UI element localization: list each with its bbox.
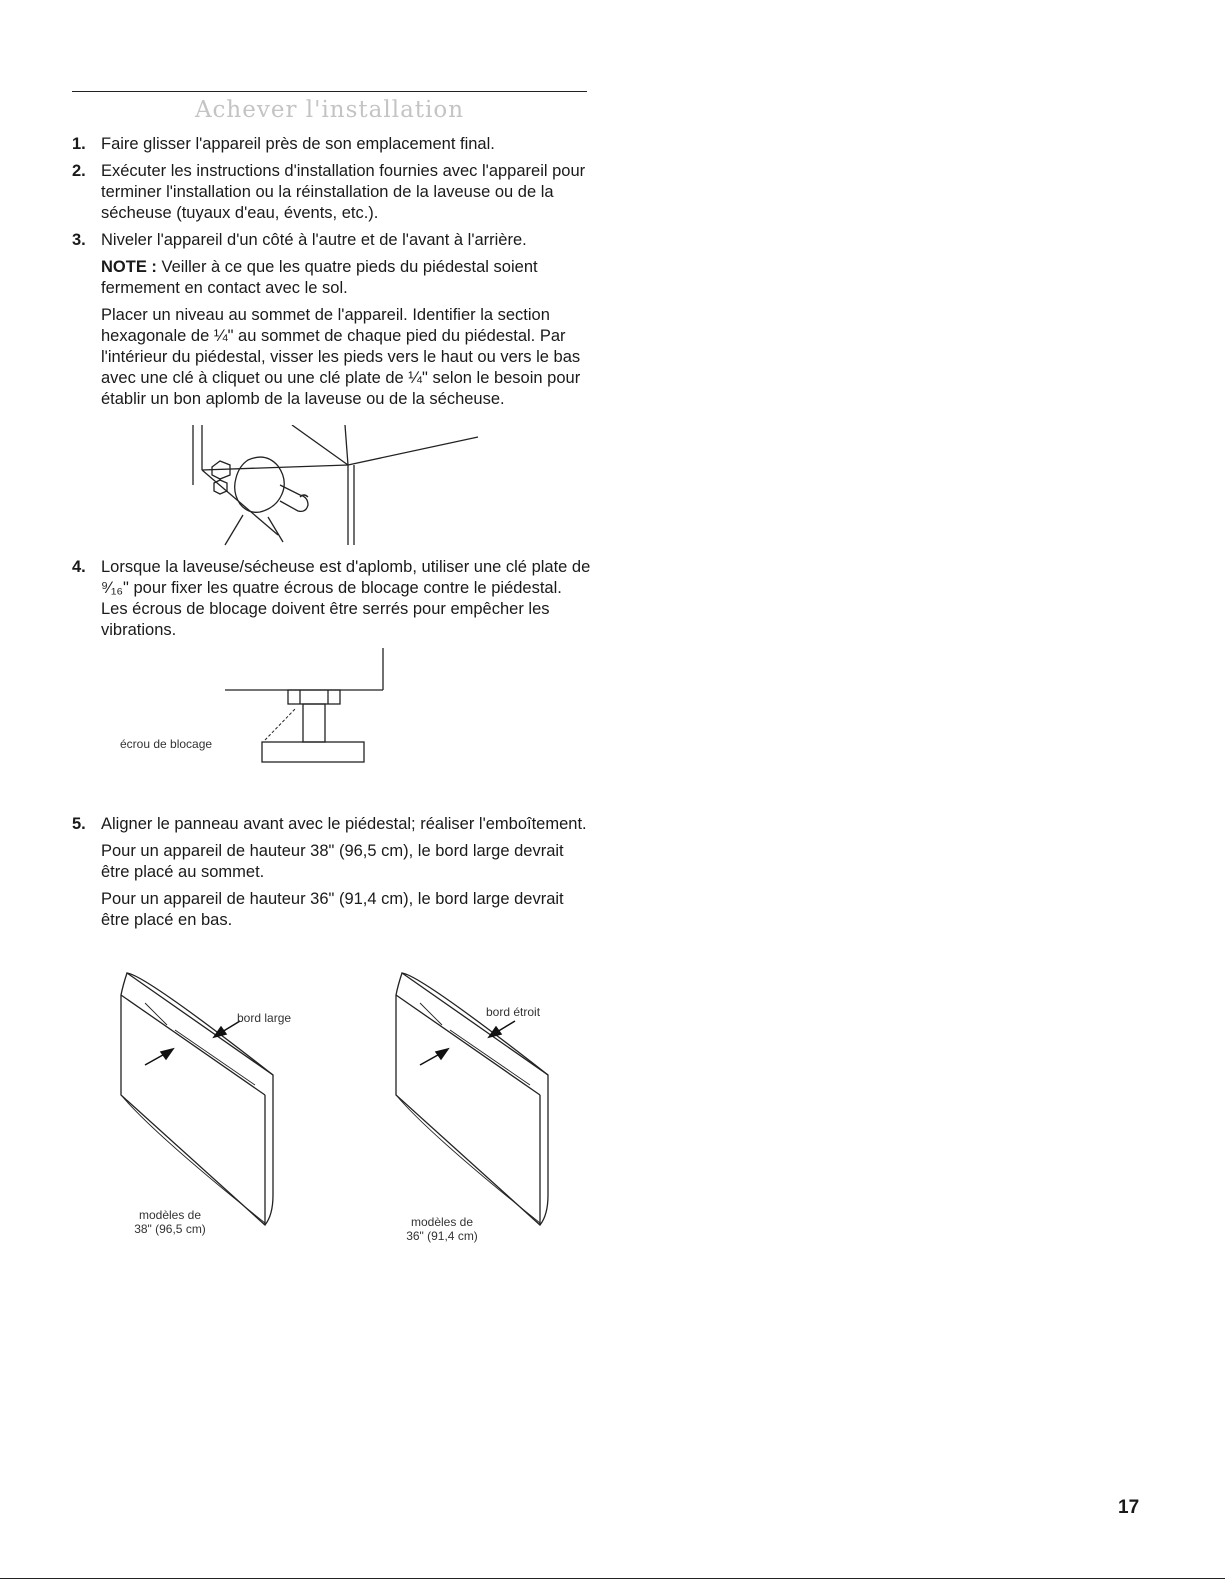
note-label: NOTE :	[101, 258, 157, 276]
steps-4	[72, 557, 592, 647]
locknut-illustration	[220, 648, 390, 768]
top-rule	[72, 91, 587, 92]
step-3	[72, 230, 592, 410]
steps-5	[72, 814, 592, 937]
panel-36-edge-label: bord étroit	[486, 1005, 541, 1019]
step-text: Exécuter les instructions d'installation fournies avec l'appareil pour terminer l'installation ou la réinstallation de la laveuse ou de la sécheuse (tuyaux d'eau, évents, etc.).	[101, 162, 586, 222]
panel-38-model-label: modèles de 38" (96,5 cm)	[134, 1208, 206, 1236]
panel-38-edge-label: bord large	[237, 1011, 292, 1025]
step-2	[72, 161, 592, 224]
step-text: Niveler l'appareil d'un côté à l'autre et de l'avant à l'arrière.	[101, 231, 527, 249]
panel-36-model-label: modèles de 36" (91,4 cm)	[406, 1215, 478, 1243]
note-text: Veiller à ce que les quatre pieds du piédestal soient fermement en contact avec le sol.	[101, 258, 538, 297]
panel-38-illustration	[115, 965, 285, 1235]
step-text: Pour un appareil de hauteur 36" (91,4 cm), le bord large devrait être placé en bas.	[101, 890, 564, 929]
step-text: Pour un appareil de hauteur 38" (96,5 cm), le bord large devrait être placé au sommet.	[101, 842, 564, 881]
section-title: Achever l'installation	[194, 97, 465, 123]
step-text: Aligner le panneau avant avec le piédestal; réaliser l'emboîtement.	[101, 815, 587, 833]
step-text: Lorsque la laveuse/sécheuse est d'aplomb, utiliser une clé plate de ⁹⁄₁₆" pour fixer les quatre écrous de blocage contre le piédestal. Les écrous de blocage doivent être serrés pour empêcher les vibrations.	[101, 558, 591, 639]
step-text: Faire glisser l'appareil près de son emplacement final.	[101, 135, 495, 153]
step-number: 5.	[72, 815, 86, 833]
step-number: 2.	[72, 162, 86, 180]
step-1	[72, 134, 592, 155]
page-number: 17	[1118, 1497, 1140, 1518]
step-detail: Placer un niveau au sommet de l'appareil. Identifier la section hexagonale de ¼" au sommet de chaque pied du piédestal. Par l'intérieur du piédestal, visser les pieds vers le haut ou vers le bas avec une clé à cliquet ou une clé plate de ¼" selon le besoin pour établir un bon aplomb de la laveuse ou de la sécheuse.	[101, 306, 581, 408]
step-number: 4.	[72, 558, 86, 576]
step-number: 3.	[72, 231, 86, 249]
steps-1-3	[72, 134, 592, 416]
note-paragraph	[101, 257, 592, 299]
step-4	[72, 557, 592, 641]
step-5	[72, 814, 592, 931]
locknut-label: écrou de blocage	[120, 737, 213, 751]
step-number: 1.	[72, 135, 86, 153]
leveling-wrench-illustration	[188, 425, 488, 550]
bottom-rule	[0, 1578, 1225, 1579]
